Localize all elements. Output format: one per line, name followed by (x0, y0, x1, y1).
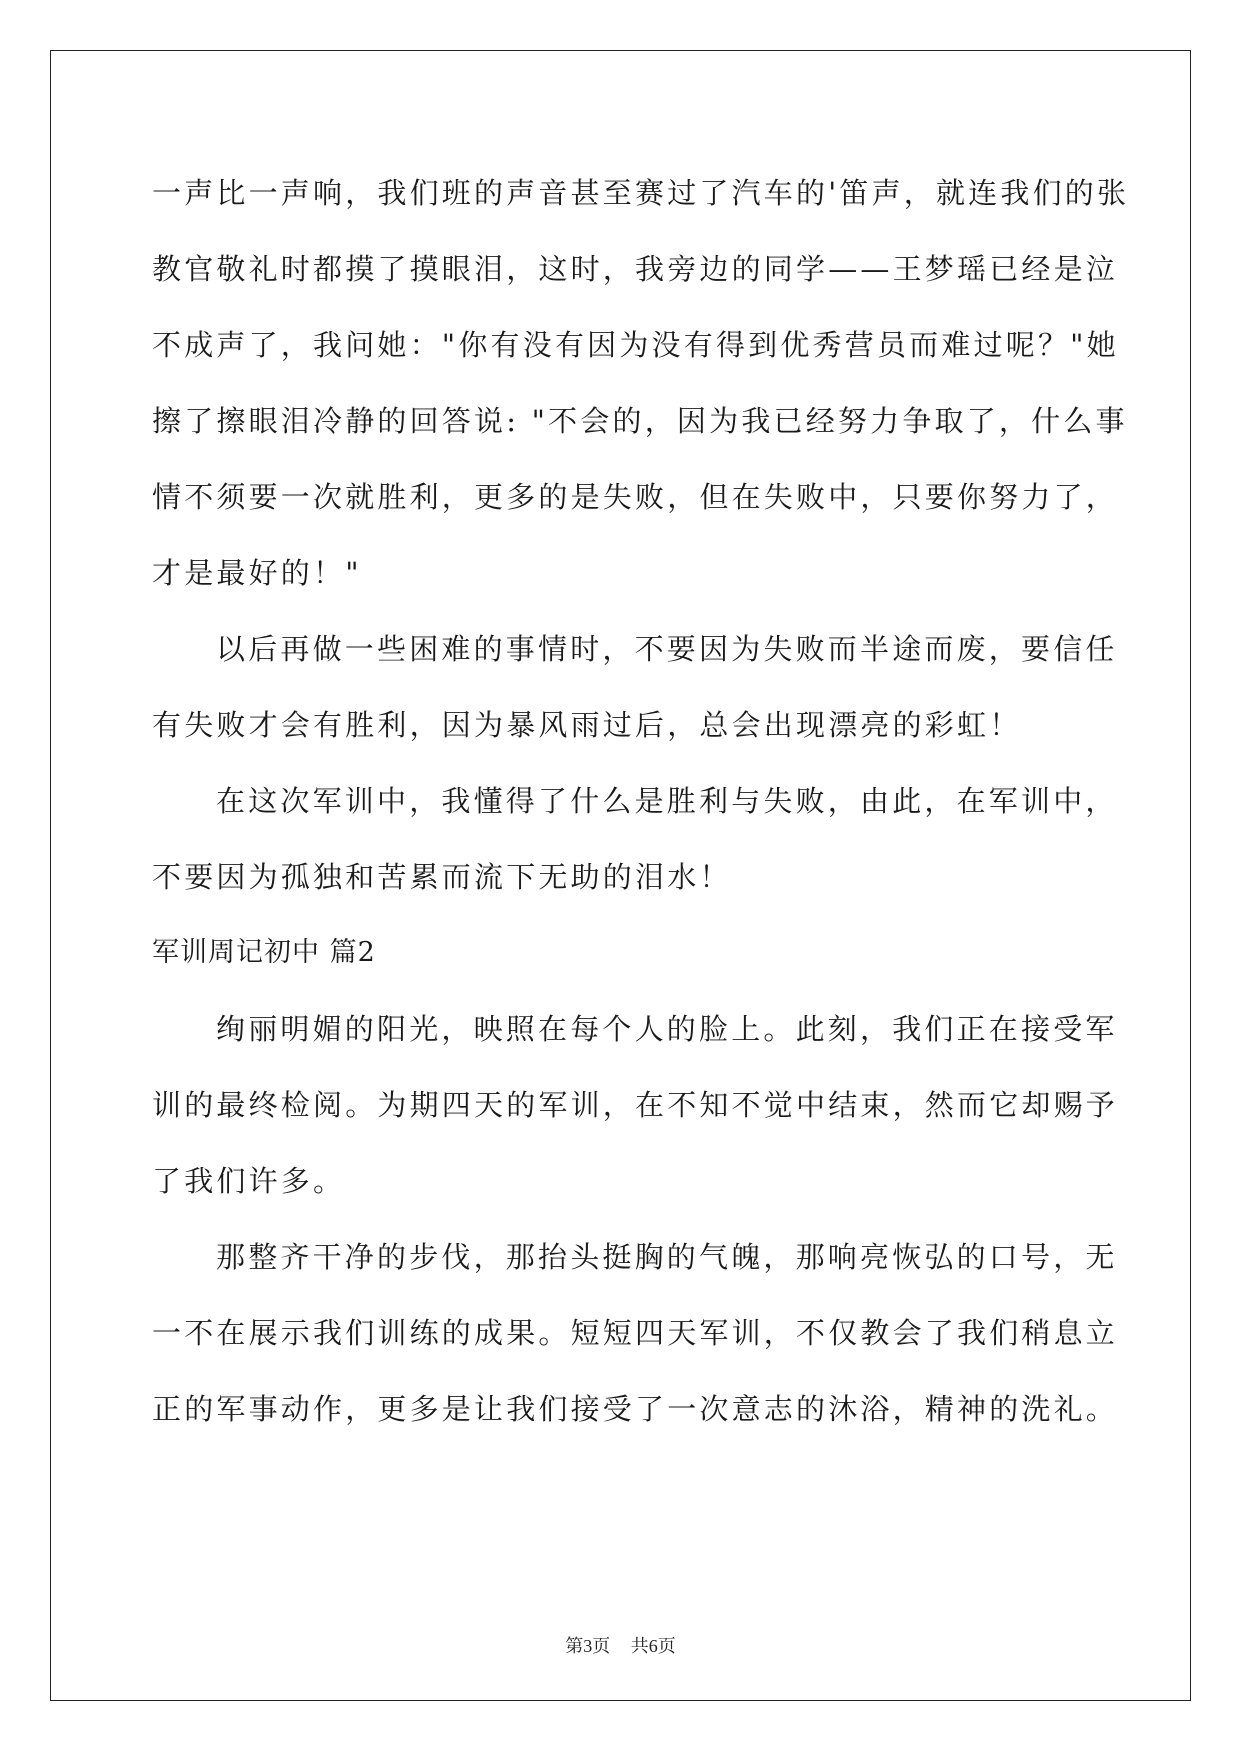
paragraph (152, 611, 1118, 763)
text-line: 有失败才会有胜利，因为暴风雨过后，总会出现漂亮的彩虹！ (152, 708, 1022, 742)
text-line: 在这次军训中，我懂得了什么是胜利与失败，由此，在军训中， (216, 784, 1118, 818)
text-line: 一声比一声响，我们班的声音甚至赛过了汽车的'笛声，就连我们的张 (152, 176, 1130, 210)
page-footer (0, 1632, 1241, 1658)
text-line: 不成声了，我问她："你有没有因为没有得到优秀营员而难过呢？"她 (152, 328, 1119, 362)
text-line: 以后再做一些困难的事情时，不要因为失败而半途而废，要信任 (216, 632, 1118, 666)
document-body (152, 155, 1130, 1447)
text-line: 才是最好的！" (152, 556, 362, 590)
text-line: 擦了擦眼泪冷静的回答说: "不会的，因为我已经努力争取了，什么事 (152, 404, 1128, 438)
text-line: 情不须要一次就胜利，更多的是失败，但在失败中，只要你努力了， (152, 480, 1119, 514)
text-line: 正的军事动作，更多是让我们接受了一次意志的沐浴，精神的洗礼。 (152, 1392, 1119, 1426)
paragraph (152, 991, 1119, 1219)
text-line: 绚丽明媚的阳光，映照在每个人的脸上。此刻，我们正在接受军 (216, 1012, 1118, 1046)
text-line: 教官敬礼时都摸了摸眼泪，这时，我旁边的同学——王梦瑶已经是泣 (152, 252, 1119, 286)
paragraph (152, 763, 1118, 915)
paragraph (152, 155, 1130, 611)
paragraph (152, 1219, 1119, 1447)
section-heading: 军训周记初中 篇2 (152, 937, 376, 968)
page-total: 共6页 (630, 1636, 676, 1656)
page-number: 第3页 (565, 1636, 611, 1656)
text-line: 那整齐干净的步伐，那抬头挺胸的气魄，那响亮恢弘的口号，无 (216, 1240, 1118, 1274)
text-line: 了我们许多。 (152, 1164, 346, 1198)
text-line: 一不在展示我们训练的成果。短短四天军训，不仅教会了我们稍息立 (152, 1316, 1119, 1350)
text-line: 训的最终检阅。为期四天的军训，在不知不觉中结束，然而它却赐予 (152, 1088, 1119, 1122)
text-line: 不要因为孤独和苦累而流下无助的泪水！ (152, 860, 732, 894)
